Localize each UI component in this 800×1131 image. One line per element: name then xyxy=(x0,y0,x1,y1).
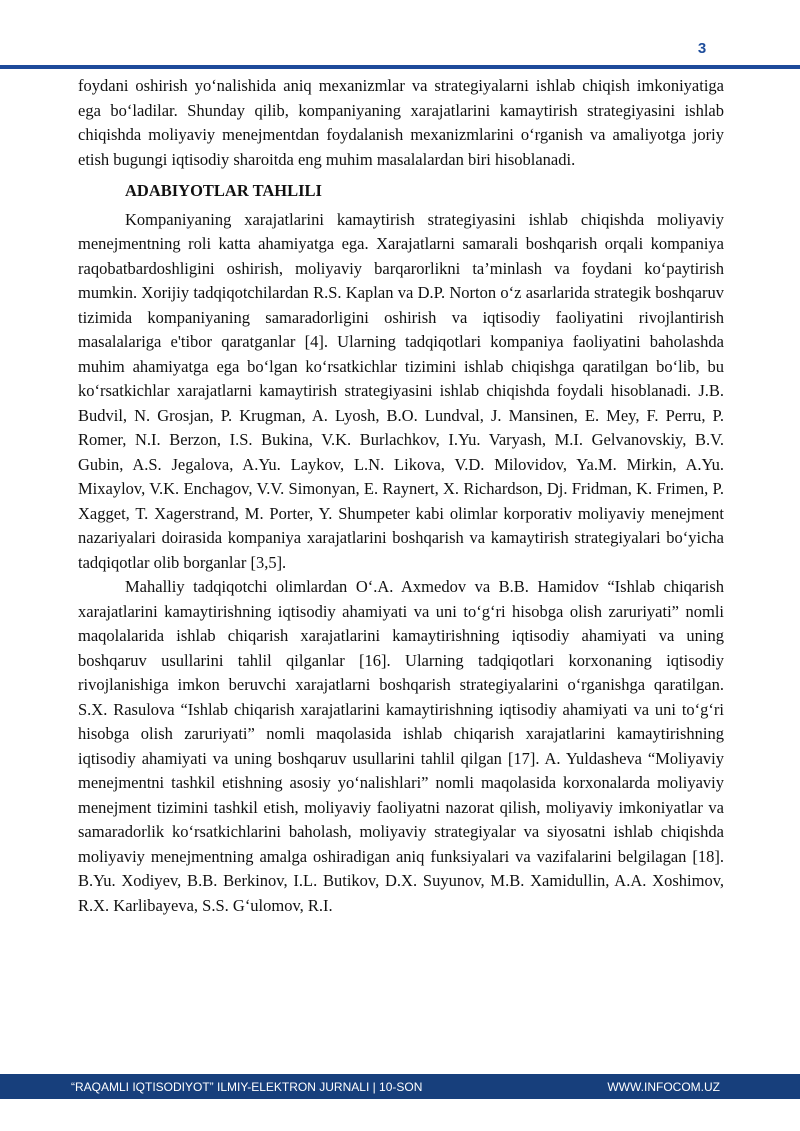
page-number: 3 xyxy=(697,40,707,57)
body-paragraph-2: Kompaniyaning xarajatlarini kamaytirish strategiyasini ishlab chiqishda moliyaviy menejmentning roli katta ahamiyatga ega. Xarajatlarni samarali boshqarish orqali kompaniya raqobatbardoshligini oshirish, moliyaviy barqarorlikni ta’minlash va foydani ko‘paytirish mumkin. Xorijiy tadqiqotchilardan R.S. Kaplan va D.P. Norton o‘z asarlarida strategik boshqaruv tizimida kompaniyaning samaradorligini oshirish va iqtisodiy faoliyatini rivojlantirish masalalariga e'tibor qaratganlar [4]. Ularning tadqiqotlari kompaniya faoliyatini baholashda muhim ahamiyatga ega bo‘lgan ko‘rsatkichlar tizimini ishlab chiqishga qaratilgan bo‘lib, bu ko‘rsatkichlar xarajatlarni kamaytirish strategiyasini ishlab chiqishda foydali hisoblanadi. J.B. Budvil, N. Grosjan, P. Krugman, A. Lyosh, B.O. Lundval, J. Mansinen, E. Mey, F. Perru, P. Romer, N.I. Berzon, I.S. Bukina, V.K. Burlachkov, I.Yu. Varyash, M.I. Gelvanovskiy, B.V. Gubin, A.S. Jegalova, A.Yu. Laykov, L.N. Likova, V.D. Milovidov, Ya.M. Mirkin, A.Yu. Mixaylov, V.K. Enchagov, V.V. Simonyan, E. Raynert, X. Richardson, Dj. Fridman, K. Frimen, P. Xagget, T. Xagerstrand, M. Porter, Y. Shumpeter kabi olimlar korporativ moliyaviy menejment nazariyalari doirasida kompaniya xarajatlarini boshqarish va kamaytirish strategiyalari bo‘yicha tadqiqotlar olib borganlar [3,5]. xyxy=(78,209,724,572)
body-paragraph-1: foydani oshirish yo‘nalishida aniq mexanizmlar va strategiyalarni ishlab chiqish imkoniyatiga ega bo‘ladilar. Shunday qilib, kompaniyaning xarajatlarini kamaytirish strategiyasini ishlab chiqishda moliyaviy menejmentdan foydalanish mexanizmlarini o‘rganish va amaliyotga joriy etish bugungi iqtisodiy sharoitda eng muhim masalalardan biri hisoblanadi. xyxy=(78,76,724,169)
journal-name: “RAQAMLI IQTISODIYOT” ILMIY-ELEKTRON JURNALI | 10-SON xyxy=(71,1080,423,1094)
header-rule xyxy=(0,65,800,69)
website-link[interactable]: WWW.INFOCOM.UZ xyxy=(607,1080,720,1094)
body-paragraph-3: Mahalliy tadqiqotchi olimlardan O‘.A. Axmedov va B.B. Hamidov “Ishlab chiqarish xarajatlarini kamaytirishning iqtisodiy ahamiyati va uni to‘g‘ri hisobga olish zaruriyati” nomli maqolalarida ishlab chiqarish xarajatlarini kamaytirishning iqtisodiy ahamiyati va uning boshqaruv usullarini tahlil qilganlar [16]. Ularning tadqiqotlari korxonaning iqtisodiy rivojlanishiga imkon beruvchi xarajatlarni boshqarish strategiyalarini o‘rganishga qaratilgan. S.X. Rasulova “Ishlab chiqarish xarajatlarini kamaytirishning iqtisodiy ahamiyati va uni to‘g‘ri hisobga olish zaruriyati” nomli maqolasida ishlab chiqarish xarajatlarini kamaytirishning iqtisodiy ahamiyati va uning boshqaruv usullarini tahlil qilgan [17]. A. Yuldasheva “Moliyaviy menejmentni tashkil etishning asosiy yo‘nalishlari” nomli maqolasida korxonalarda moliyaviy menejment tizimini tashkil etish, moliyaviy faoliyatni nazorat qilish, moliyaviy imkoniyatlar va samaradorlik ko‘rsatkichlarini baholash, moliyaviy strategiyalar va siyosatni ishlab chiqishda moliyaviy menejmentning amalga oshiradigan aniq funksiyalari va vazifalarini belgilagan [18]. B.Yu. Xodiyev, B.B. Berkinov, I.L. Butikov, D.X. Suyunov, M.B. Xamidullin, A.A. Xoshimov, R.X. Karlibayeva, S.S. G‘ulomov, R.I. xyxy=(78,577,724,915)
section-heading xyxy=(78,179,724,204)
section-heading-text: ADABIYOTLAR TAHLILI xyxy=(125,181,322,200)
article-body xyxy=(78,74,724,918)
footer-bar xyxy=(0,1074,800,1099)
